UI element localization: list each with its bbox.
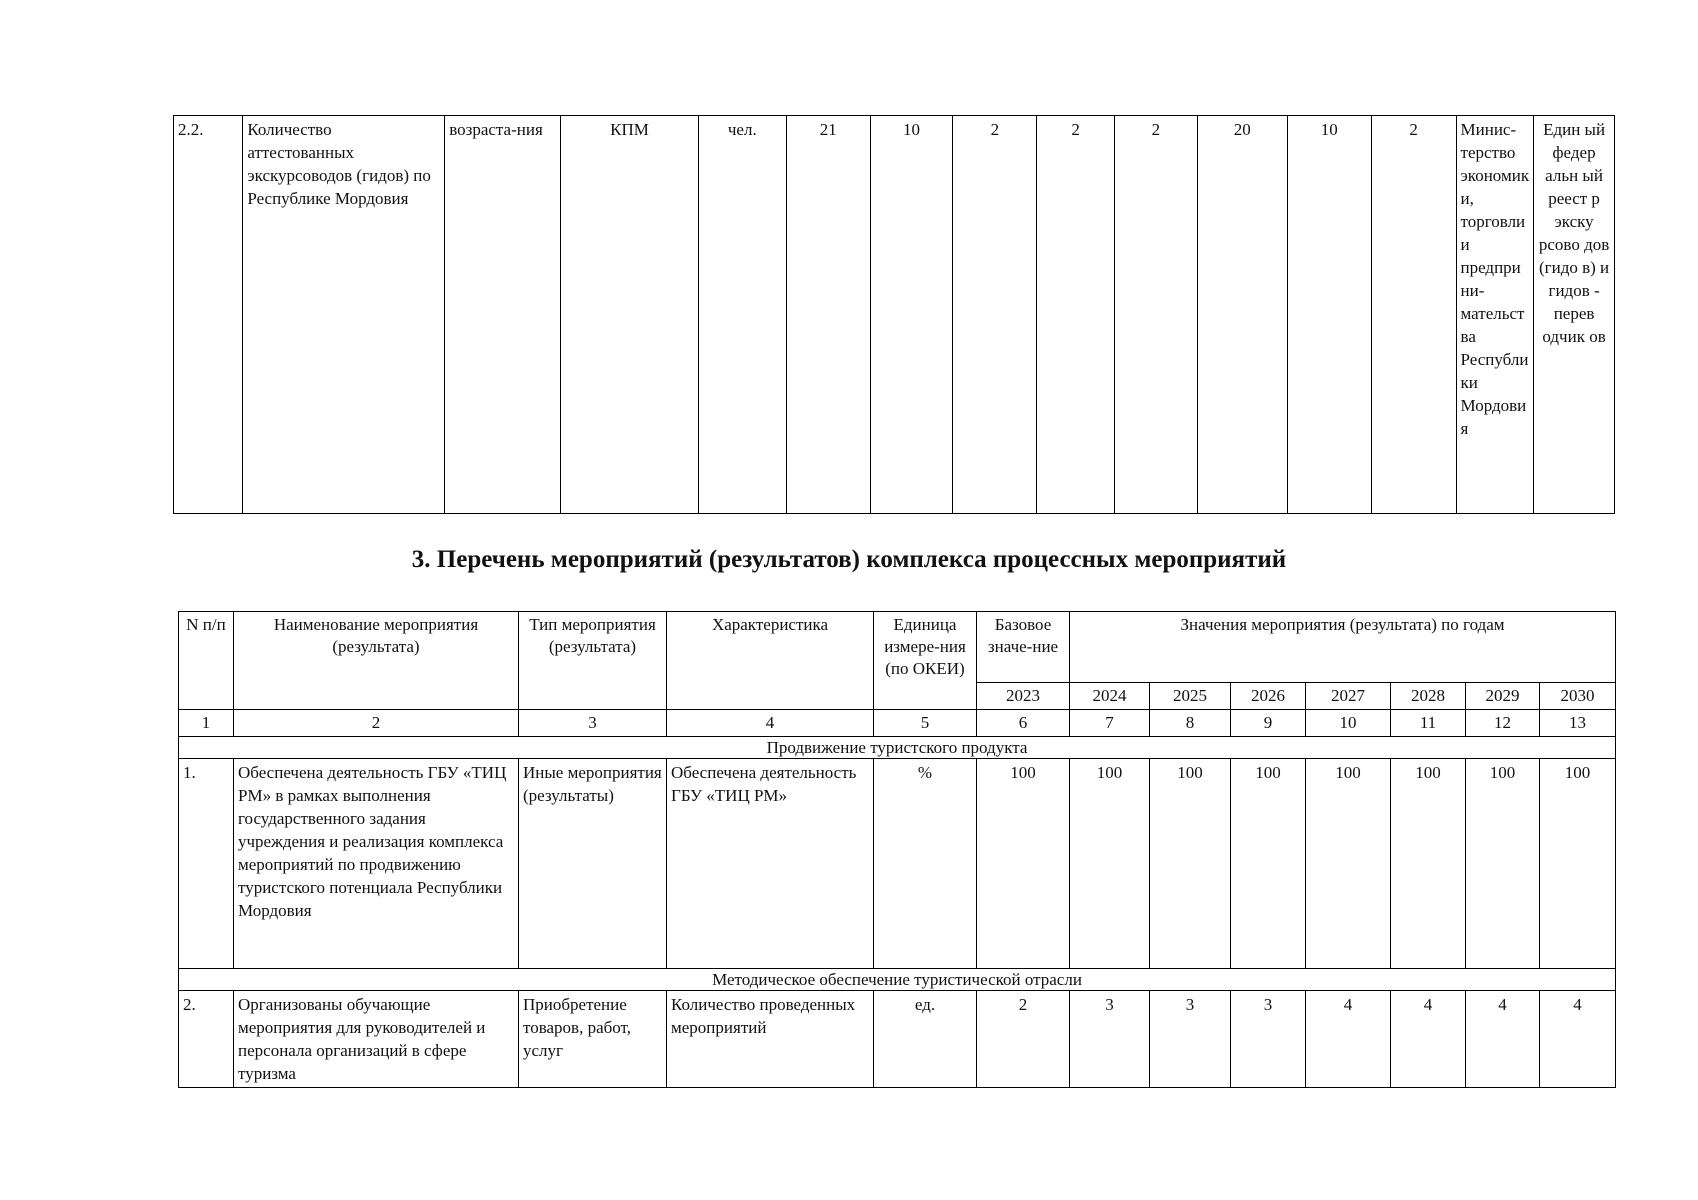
header-year: 2026	[1231, 683, 1306, 710]
measure-value: 4	[1306, 991, 1391, 1088]
header-type: Тип мероприятия (результата)	[519, 612, 667, 710]
header-values-by-year: Значения мероприятия (результата) по годам	[1070, 612, 1616, 683]
indicator-value: 2	[1037, 116, 1115, 514]
section-title: 3. Перечень мероприятий (результатов) комплекса процессных мероприятий	[411, 546, 1287, 573]
indicator-value: 21	[786, 116, 870, 514]
column-numbers-row	[179, 710, 1616, 737]
indicator-direction: возраста-ния	[445, 116, 561, 514]
column-number: 10	[1306, 710, 1391, 737]
measure-characteristic: Обеспечена деятельность ГБУ «ТИЦ РМ»	[667, 759, 874, 969]
section-row	[179, 969, 1616, 991]
header-base-year: 2023	[977, 683, 1070, 710]
measure-unit: %	[874, 759, 977, 969]
indicator-value: 2	[1114, 116, 1197, 514]
header-characteristic: Характеристика	[667, 612, 874, 710]
header-year: 2028	[1391, 683, 1466, 710]
responsible-body: Минис-терство экономики, торговли и предприни-мательства Республики Мордовия	[1456, 116, 1534, 514]
column-number: 12	[1466, 710, 1540, 737]
measure-value: 3	[1150, 991, 1231, 1088]
header-row	[179, 612, 1616, 683]
indicator-value: 10	[1287, 116, 1371, 514]
measure-value: 100	[1231, 759, 1306, 969]
table-row	[179, 759, 1616, 969]
indicators-table	[173, 115, 1615, 514]
table-row	[179, 991, 1616, 1088]
header-base: Базовое значе-ние	[977, 612, 1070, 683]
row-number: 2.	[179, 991, 234, 1088]
measure-value: 100	[1391, 759, 1466, 969]
header-year: 2030	[1540, 683, 1616, 710]
column-number: 9	[1231, 710, 1306, 737]
column-number: 13	[1540, 710, 1616, 737]
indicator-value: 10	[870, 116, 953, 514]
measure-characteristic: Количество проведенных мероприятий	[667, 991, 874, 1088]
header-name: Наименование мероприятия (результата)	[234, 612, 519, 710]
column-number: 7	[1070, 710, 1150, 737]
row-number: 1.	[179, 759, 234, 969]
row-number: 2.2.	[174, 116, 243, 514]
table-row	[174, 116, 1615, 514]
measures-table	[178, 611, 1616, 1088]
header-year: 2027	[1306, 683, 1391, 710]
measure-value: 4	[1391, 991, 1466, 1088]
indicator-value: 2	[953, 116, 1037, 514]
measure-value: 3	[1070, 991, 1150, 1088]
measure-value: 100	[1540, 759, 1616, 969]
column-number: 1	[179, 710, 234, 737]
measure-value: 4	[1466, 991, 1540, 1088]
measure-value: 4	[1540, 991, 1616, 1088]
measure-unit: ед.	[874, 991, 977, 1088]
column-number: 2	[234, 710, 519, 737]
section-row	[179, 737, 1616, 759]
column-number: 4	[667, 710, 874, 737]
header-year: 2029	[1466, 683, 1540, 710]
measure-base: 100	[977, 759, 1070, 969]
column-number: 3	[519, 710, 667, 737]
column-number: 11	[1391, 710, 1466, 737]
measure-value: 100	[1466, 759, 1540, 969]
measure-type: Приобретение товаров, работ, услуг	[519, 991, 667, 1088]
measure-value: 100	[1306, 759, 1391, 969]
column-number: 8	[1150, 710, 1231, 737]
measure-value: 100	[1070, 759, 1150, 969]
measure-value: 100	[1150, 759, 1231, 969]
indicator-name: Количество аттестованных экскурсоводов (гидов) по Республике Мордовия	[243, 116, 445, 514]
header-year: 2024	[1070, 683, 1150, 710]
header-year: 2025	[1150, 683, 1231, 710]
measure-name: Организованы обучающие мероприятия для руководителей и персонала организаций в сфере туризма	[234, 991, 519, 1088]
section-heading: Методическое обеспечение туристической отрасли	[179, 969, 1616, 991]
indicator-unit: чел.	[698, 116, 786, 514]
measure-name: Обеспечена деятельность ГБУ «ТИЦ РМ» в рамках выполнения государственного задания учреждения и реализация комплекса мероприятий по продвижению туристского потенциала Республики Мордовия	[234, 759, 519, 969]
indicator-value: 2	[1371, 116, 1456, 514]
indicator-level: КПМ	[561, 116, 699, 514]
header-num: N п/п	[179, 612, 234, 710]
header-unit: Единица измере-ния (по ОКЕИ)	[874, 612, 977, 710]
column-number: 6	[977, 710, 1070, 737]
measure-type: Иные мероприятия (результаты)	[519, 759, 667, 969]
column-number: 5	[874, 710, 977, 737]
measure-base: 2	[977, 991, 1070, 1088]
section-heading: Продвижение туристского продукта	[179, 737, 1616, 759]
measure-value: 3	[1231, 991, 1306, 1088]
information-system: Един ый федер альн ый реест р экску рсово дов (гидо в) и гидов - перев одчик ов	[1534, 116, 1615, 514]
indicator-value: 20	[1197, 116, 1287, 514]
